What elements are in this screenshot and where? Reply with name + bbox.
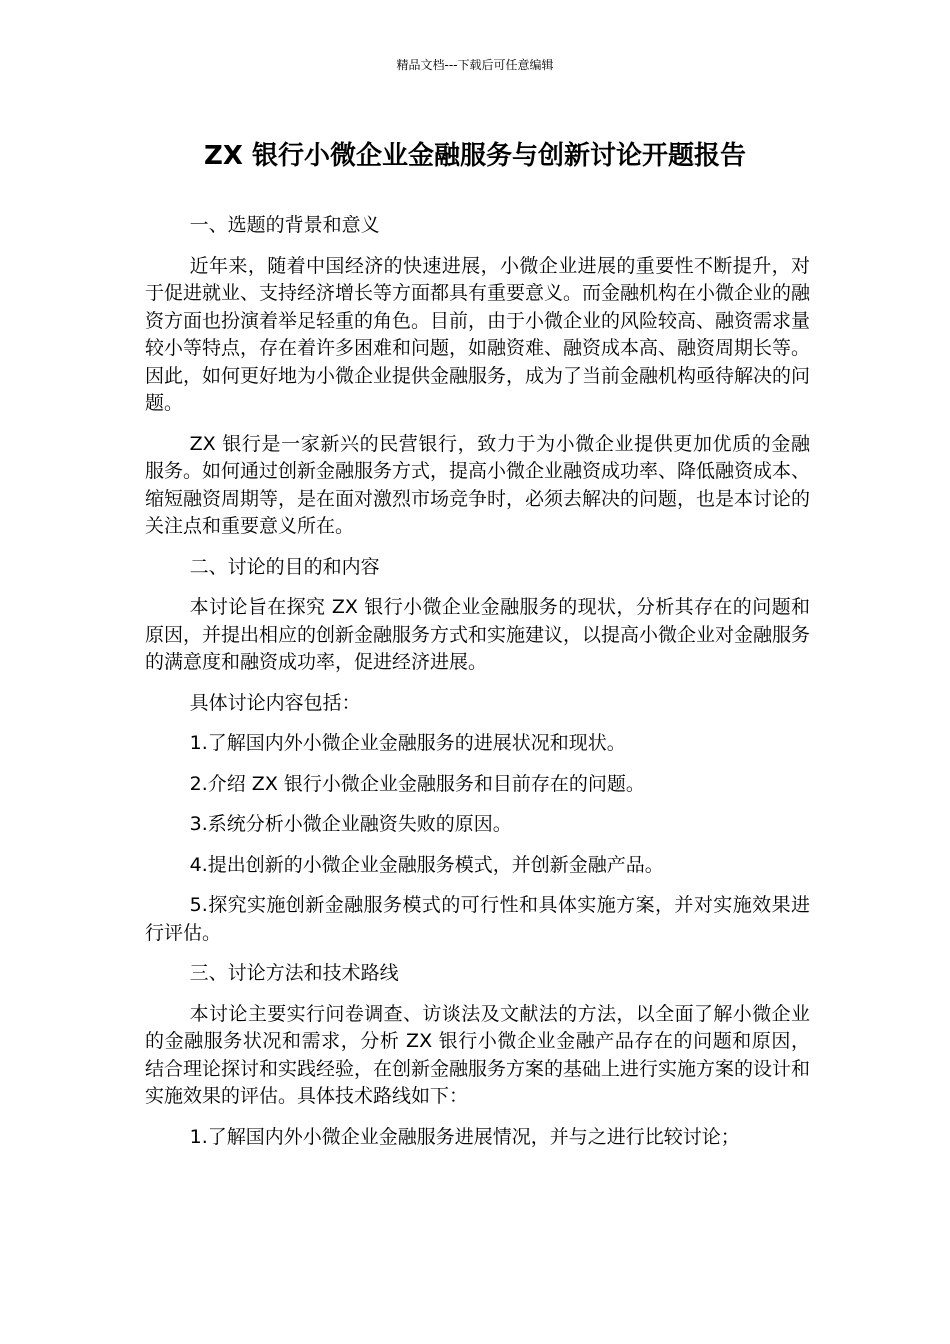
section-heading-background: 一、选题的背景和意义 [189, 214, 380, 236]
paragraph-background-1: 近年来，随着中国经济的快速进展，小微企业进展的重要性不断提升，对于促进就业、支持经济增长等方面都具有重要意义。而金融机构在小微企业的融资方面也扮演着举足轻重的角色。目前，由于小微企业的风险较高、融资需求量较小等特点，存在着许多困难和问题，如融资难、融资成本高、融资周期长等。因此，如何更好地为小微企业提供金融服务，成为了当前金融机构亟待解决的问题。 [145, 254, 811, 414]
list-item: 1.了解国内外小微企业金融服务进展情况，并与之进行比较讨论； [189, 1125, 740, 1148]
list-item: 5.探究实施创新金融服务模式的可行性和具体实施方案，并对实施效果进行评估。 [145, 894, 810, 944]
document-title: ZX 银行小微企业金融服务与创新讨论开题报告 [204, 141, 746, 171]
paragraph-background-2: ZX 银行是一家新兴的民营银行，致力于为小微企业提供更加优质的金融服务。如何通过创新金融服务方式，提高小微企业融资成功率、降低融资成本、缩短融资周期等，是在面对激烈市场竞争时，必须去解决的问题，也是本讨论的关注点和重要意义所在。 [145, 432, 811, 537]
section-heading-purpose: 二、讨论的目的和内容 [189, 555, 380, 578]
document-body [145, 212, 810, 1164]
list-item: 1.了解国内外小微企业金融服务的进展状况和现状。 [189, 732, 626, 754]
paragraph-methods-1: 本讨论主要实行问卷调查、访谈法及文献法的方法，以全面了解小微企业的金融服务状况和需求，分析 ZX 银行小微企业金融产品存在的问题和原因，结合理论探讨和实践经验，在创新金融服务方案的基础上进行实施方案的设计和实施效果的评估。具体技术路线如下： [145, 1002, 811, 1107]
paragraph-purpose-1: 本讨论旨在探究 ZX 银行小微企业金融服务的现状，分析其存在的问题和原因，并提出相应的创新金融服务方式和实施建议，以提高小微企业对金融服务的满意度和融资成功率，促进经济进展。 [145, 596, 811, 673]
list-item: 2.介绍 ZX 银行小微企业金融服务和目前存在的问题。 [189, 772, 645, 795]
header-note: 精品文档---下载后可任意编辑 [396, 58, 554, 72]
list-item: 3.系统分析小微企业融资失败的原因。 [189, 813, 512, 835]
section-heading-methods: 三、讨论方法和技术路线 [189, 962, 399, 984]
paragraph-purpose-intro: 具体讨论内容包括： [189, 691, 361, 714]
list-item: 4.提出创新的小微企业金融服务模式，并创新金融产品。 [189, 853, 664, 876]
